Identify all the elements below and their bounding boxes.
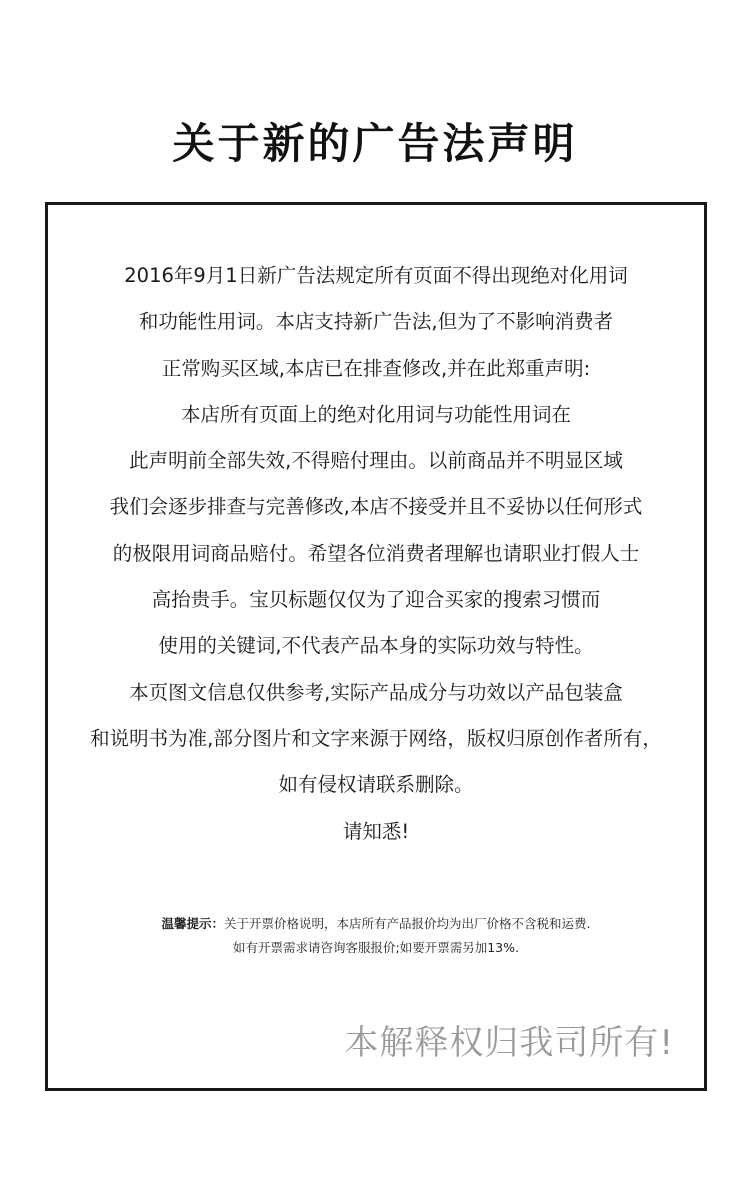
- rights-reserved-note: 本解释权归我司所有!: [344, 1023, 674, 1063]
- notice-text-line-2: 如有开票需求请咨询客服报价;如要开票需另加13%.: [233, 940, 519, 955]
- invoice-notice: [48, 912, 704, 960]
- notice-label: 温馨提示：: [161, 916, 225, 931]
- statement-line: 本店所有页面上的绝对化用词与功能性用词在: [180, 402, 571, 426]
- statement-line: 如有侵权请联系删除。: [278, 773, 474, 797]
- statement-line: 我们会逐步排查与完善修改,本店不接受并且不妥协以任何形式: [109, 495, 643, 519]
- statement-line: 使用的关键词,不代表产品本身的实际功效与特性。: [158, 634, 594, 658]
- statement-line: 正常购买区域,本店已在排查修改,并在此郑重声明:: [161, 356, 591, 380]
- statement-closing: 请知悉!: [342, 819, 410, 843]
- statement-line: 此声明前全部失效,不得赔付理由。以前商品并不明显区域: [129, 449, 623, 473]
- statement-line: 和功能性用词。本店支持新广告法,但为了不影响消费者: [138, 310, 614, 334]
- statement-line: 本页图文信息仅供参考,实际产品成分与功效以产品包装盒: [129, 680, 623, 704]
- statement-line: 高抬贵手。宝贝标题仅仅为了迎合买家的搜索习惯而: [151, 588, 601, 612]
- statement-line: 和说明书为准,部分图片和文字来源于网络，版权归原创作者所有，: [90, 726, 662, 750]
- statement-line: 的极限用词商品赔付。希望各位消费者理解也请职业打假人士: [112, 541, 640, 565]
- invoice-notice-row-1: [48, 912, 704, 936]
- statement-body: [48, 253, 704, 855]
- statement-line: 2016年9月1日新广告法规定所有页面不得出现绝对化用词: [124, 264, 628, 287]
- notice-text-line-1: 关于开票价格说明，本店所有产品报价均为出厂价格不含税和运费.: [224, 916, 591, 931]
- page-title: 关于新的广告法声明: [172, 119, 578, 168]
- statement-frame: [45, 202, 707, 1091]
